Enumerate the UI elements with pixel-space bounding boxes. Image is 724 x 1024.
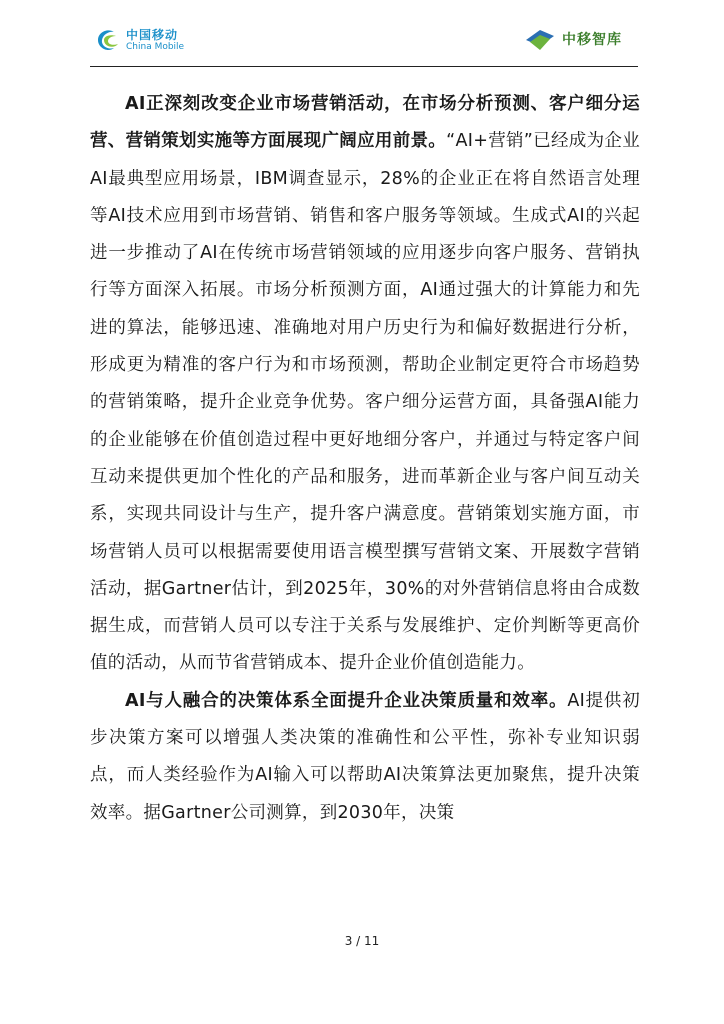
paragraph-text: “AI+营销”已经成为企业AI最典型应用场景，IBM调查显示，28%的企业正在将自然语言处理等AI技术应用到市场营销、销售和客户服务等领域。生成式AI的兴起进一步推动了AI在传统市场营销领域的应用逐步向客户服务、营销执行等方面深入拓展。市场分析预测方面，AI通过强大的计算能力和先进的算法，能够迅速、准确地对用户历史行为和偏好数据进行分析，形成更为精准的客户行为和市场预测，帮助企业制定更符合市场趋势的营销策略，提升企业竞争优势。客户细分运营方面，具备强AI能力的企业能够在价值创造过程中更好地细分客户，并通过与特定客户间互动来提供更加个性化的产品和服务，进而革新企业与客户间互动关系，实现共同设计与生产，提升客户满意度。营销策划实施方面，市场营销人员可以根据需要使用语言模型撰写营销文案、开展数字营销活动，据Gartner估计，到2025年，30%的对外营销信息将由合成数据生成，而营销人员可以专注于关系与发展维护、定价判断等更高价值的活动，从而节省营销成本、提升企业价值创造能力。 [90, 131, 641, 674]
china-mobile-logo [94, 26, 184, 54]
paragraph-text: AI提供初步决策方案可以增强人类决策的准确性和公平性，弥补专业知识弱点，而人类经验作为AI输入可以帮助AI决策算法更加聚焦，提升决策效率。据Gartner公司测算，到2030年，决策 [90, 690, 640, 823]
paragraph-marketing [90, 86, 640, 683]
paragraph-lead: AI正深刻改变企业市场营销活动，在市场分析预测、客户细分运营、营销策划实施等方面展现广阔应用前景。 [90, 94, 640, 152]
page-current: 3 [344, 934, 353, 948]
page-total: 11 [364, 934, 380, 948]
zhiku-name-cn: 中移智库 [562, 32, 622, 48]
page-separator: / [356, 934, 361, 948]
china-mobile-name-en: China Mobile [126, 41, 185, 52]
page-header [90, 20, 638, 67]
china-mobile-name-cn: 中国移动 [126, 27, 179, 42]
paragraph-decision [90, 683, 640, 832]
china-mobile-emblem-icon [94, 26, 122, 54]
page-number [0, 934, 724, 948]
document-body [90, 86, 640, 832]
paragraph-lead: AI与人融合的决策体系全面提升企业决策质量和效率。 [125, 690, 568, 711]
zhiku-emblem-icon [524, 26, 556, 52]
zhiku-logo [524, 26, 622, 52]
